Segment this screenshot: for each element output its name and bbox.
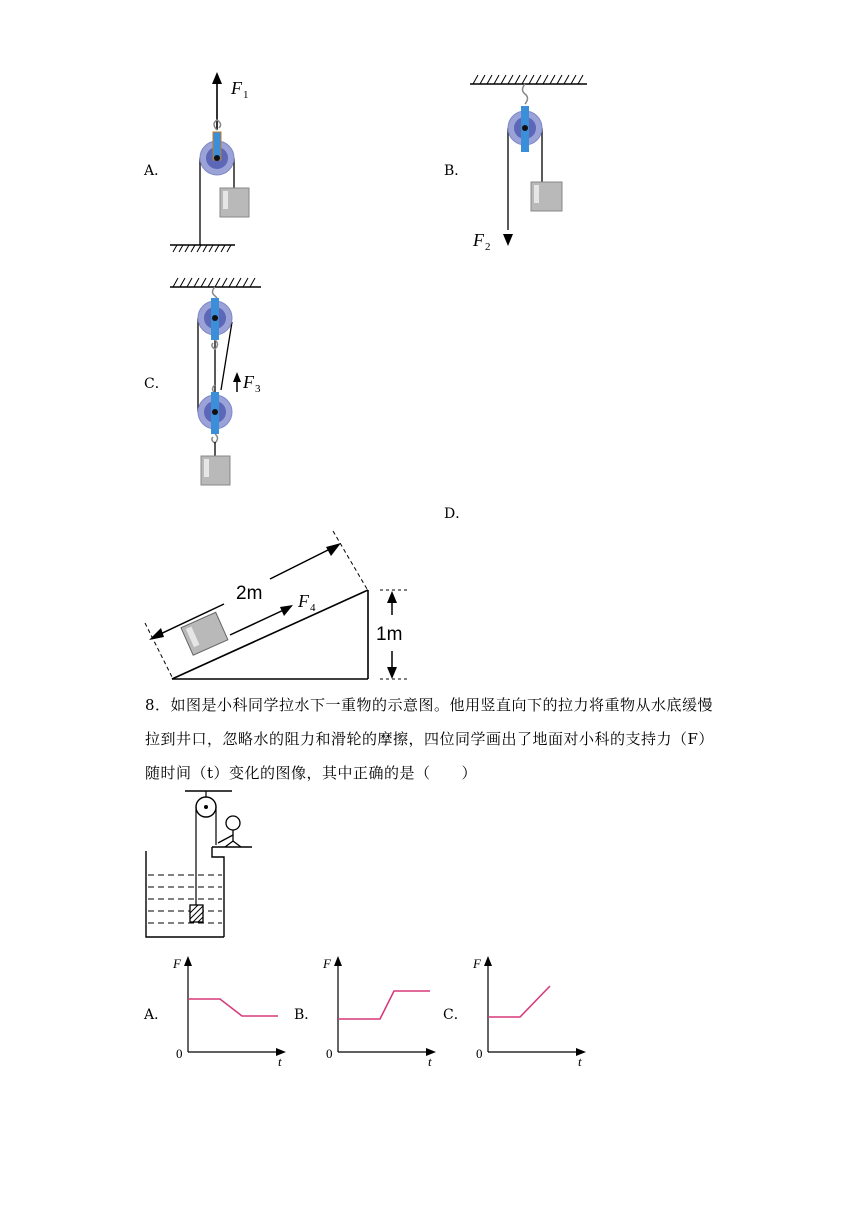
graph-c-line — [488, 986, 550, 1017]
graph-b-x-label: t — [428, 1054, 432, 1069]
label-f4: F — [298, 591, 309, 611]
label-height: 1m — [376, 624, 403, 645]
label-slope-length: 2m — [236, 583, 263, 604]
graph-b-y-label: F — [323, 956, 331, 971]
question-8-text: 8．如图是小科同学拉水下一重物的示意图。他用竖直向下的拉力将重物从水底缓慢拉到井口，忽略水的阻力和滑轮的摩擦，四位同学画出了地面对小科的支持力（F）随时间（t）变化的图像，其中正确的是（ ） — [145, 696, 714, 782]
graph-a-line — [188, 999, 278, 1016]
figure-a-movable-pulley — [165, 70, 285, 260]
label-f3-sub: 3 — [255, 383, 261, 395]
q8-option-a-label: A． — [144, 1007, 169, 1023]
label-f4-sub: 4 — [310, 602, 316, 614]
graph-a-origin: 0 — [176, 1046, 183, 1061]
option-c-label: C． — [144, 376, 169, 392]
graph-c-y-label: F — [473, 956, 481, 971]
graph-a-x-label: t — [278, 1054, 282, 1069]
figure-c-pulley-block — [165, 270, 285, 490]
graph-b-origin: 0 — [326, 1046, 333, 1061]
label-f3: F — [243, 372, 254, 392]
label-f2-sub: 2 — [485, 241, 491, 253]
label-f1-sub: 1 — [243, 89, 249, 101]
graph-b-line — [338, 991, 430, 1019]
q8-option-c-label: C． — [443, 1007, 468, 1023]
graph-c-x-label: t — [578, 1054, 582, 1069]
graph-a — [170, 952, 295, 1070]
label-f1: F — [231, 78, 242, 98]
option-d-label: D． — [444, 506, 470, 522]
q8-option-b-label: B． — [294, 1007, 319, 1023]
figure-d-incline — [140, 525, 420, 685]
label-f2: F — [473, 230, 484, 250]
graph-c — [470, 952, 595, 1070]
graph-b — [320, 952, 445, 1070]
option-a-label: A． — [144, 163, 169, 179]
figure-b-fixed-pulley — [465, 70, 595, 260]
graph-c-origin: 0 — [476, 1046, 483, 1061]
figure-well-diagram — [140, 785, 260, 945]
graph-a-y-label: F — [173, 956, 181, 971]
option-b-label: B． — [444, 163, 469, 179]
